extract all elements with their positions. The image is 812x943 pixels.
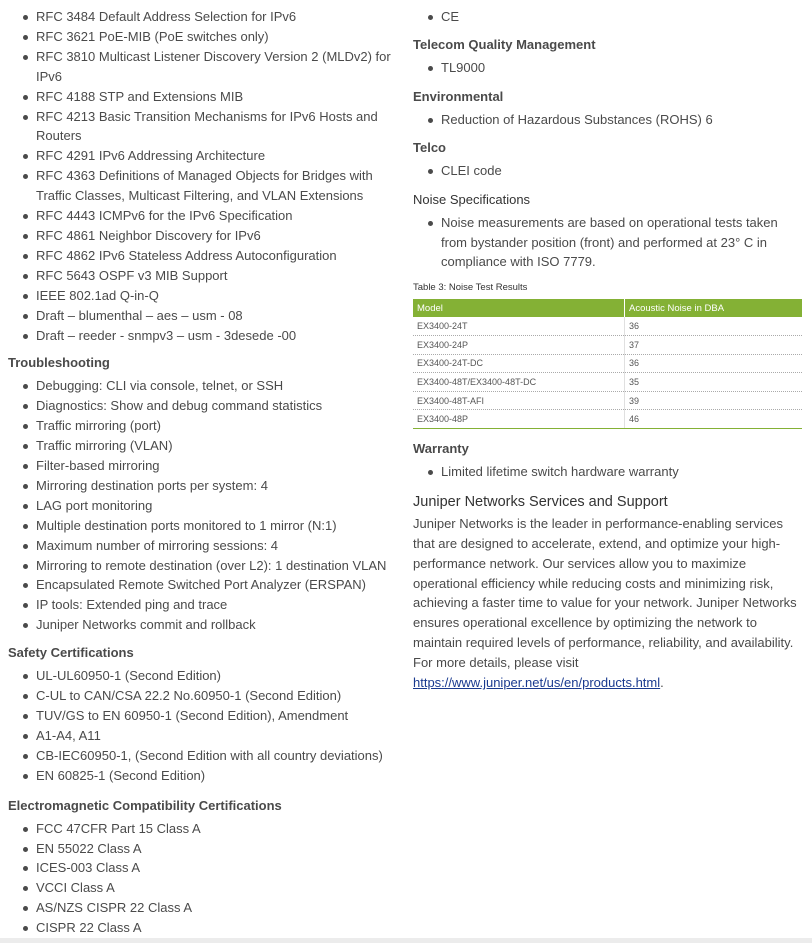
list-item: Noise measurements are based on operational tests taken from bystander position (front) and performed at 23° C in compliance with ISO 7779.	[413, 213, 805, 273]
cell-noise: 37	[625, 335, 803, 354]
list-item: C-UL to CAN/CSA 22.2 No.60950-1 (Second Edition)	[8, 686, 400, 706]
services-paragraph	[413, 514, 805, 693]
list-item: AS/NZS CISPR 22 Class A	[8, 898, 400, 918]
list-item: LAG port monitoring	[8, 496, 400, 516]
cell-model: EX3400-24T	[413, 317, 625, 335]
list-item: EN 60825-1 (Second Edition)	[8, 766, 400, 786]
left-column	[8, 0, 400, 938]
warranty-heading: Warranty	[413, 440, 469, 456]
list-item: TUV/GS to EN 60950-1 (Second Edition), Amendment	[8, 706, 400, 726]
list-item: Limited lifetime switch hardware warranty	[413, 462, 805, 482]
list-item: Reduction of Hazardous Substances (ROHS) 6	[413, 110, 805, 130]
list-item: FCC 47CFR Part 15 Class A	[8, 819, 400, 839]
list-item: A1-A4, A11	[8, 726, 400, 746]
table-header-row	[413, 299, 802, 317]
warranty-list	[413, 462, 805, 482]
list-item: UL-UL60950-1 (Second Edition)	[8, 666, 400, 686]
list-item: RFC 4862 IPv6 Stateless Address Autoconfiguration	[8, 246, 400, 266]
list-item: Draft – blumenthal – aes – usm - 08	[8, 306, 400, 326]
list-item: RFC 4363 Definitions of Managed Objects for Bridges with Traffic Classes, Multicast Filtering, and VLAN Extensions	[8, 166, 400, 206]
table-row	[413, 335, 802, 354]
list-item: Multiple destination ports monitored to 1 mirror (N:1)	[8, 516, 400, 536]
cell-noise: 46	[625, 410, 803, 429]
telco-list	[413, 161, 805, 181]
list-item: RFC 4443 ICMPv6 for the IPv6 Specification	[8, 206, 400, 226]
list-item: RFC 4188 STP and Extensions MIB	[8, 87, 400, 107]
safety-list	[8, 666, 400, 785]
list-item: CISPR 22 Class A	[8, 918, 400, 938]
cell-model: EX3400-48P	[413, 410, 625, 429]
list-item: Filter-based mirroring	[8, 456, 400, 476]
emc-heading: Electromagnetic Compatibility Certifications	[8, 797, 282, 813]
services-heading: Juniper Networks Services and Support	[413, 493, 668, 510]
cell-noise: 35	[625, 373, 803, 392]
list-item: RFC 4291 IPv6 Addressing Architecture	[8, 146, 400, 166]
list-item: VCCI Class A	[8, 878, 400, 898]
environmental-heading: Environmental	[413, 88, 504, 104]
table-row	[413, 317, 802, 335]
cell-model: EX3400-48T-AFI	[413, 391, 625, 410]
list-item: Draft – reeder - snmpv3 – usm - 3desede -00	[8, 326, 400, 346]
table-row	[413, 373, 802, 392]
column-header-model: Model	[413, 299, 625, 317]
cell-model: EX3400-24P	[413, 335, 625, 354]
table-row	[413, 391, 802, 410]
list-item: RFC 3621 PoE-MIB (PoE switches only)	[8, 27, 400, 47]
noise-heading: Noise Specifications	[413, 191, 531, 207]
products-link[interactable]: https://www.juniper.net/us/en/products.html	[413, 675, 661, 691]
emc-list	[8, 819, 400, 938]
list-item: RFC 4861 Neighbor Discovery for IPv6	[8, 226, 400, 246]
list-item: Debugging: CLI via console, telnet, or SSH	[8, 376, 400, 396]
troubleshooting-heading: Troubleshooting	[8, 355, 110, 371]
list-item: Mirroring destination ports per system: 4	[8, 476, 400, 496]
list-item: ICES-003 Class A	[8, 858, 400, 878]
telecom-heading: Telecom Quality Management	[413, 36, 596, 52]
cell-model: EX3400-48T/EX3400-48T-DC	[413, 373, 625, 392]
table-caption: Table 3: Noise Test Results	[413, 282, 528, 294]
bottom-scroll-edge	[0, 938, 812, 943]
list-item: Traffic mirroring (VLAN)	[8, 436, 400, 456]
list-item: CLEI code	[413, 161, 805, 181]
list-item: Diagnostics: Show and debug command statistics	[8, 396, 400, 416]
list-item: Mirroring to remote destination (over L2): 1 destination VLAN	[8, 556, 400, 576]
link-suffix: .	[660, 675, 664, 691]
cell-noise: 36	[625, 354, 803, 373]
rfc-list	[8, 7, 400, 345]
list-item: Maximum number of mirroring sessions: 4	[8, 536, 400, 556]
noise-list	[413, 213, 805, 273]
telco-heading: Telco	[413, 139, 446, 155]
noise-table	[413, 299, 802, 429]
list-item: CE	[413, 7, 805, 27]
list-item: TL9000	[413, 58, 805, 78]
list-item: RFC 4213 Basic Transition Mechanisms for IPv6 Hosts and Routers	[8, 107, 400, 147]
troubleshooting-list	[8, 376, 400, 635]
column-header-noise: Acoustic Noise in DBA	[625, 299, 803, 317]
services-text: Juniper Networks is the leader in performance-enabling services that are designed to accelerate, extend, and optimize your high-performance network. Our services allow you to maximize operational efficiency while reducing costs and minimizing risk, achieving a faster time to value for your network. Juniper Networks ensures operational excellence by optimizing the network to maintain required levels of performance, reliability, and availability. For more details, please visit	[413, 515, 797, 671]
cell-model: EX3400-24T-DC	[413, 354, 625, 373]
list-item: RFC 3810 Multicast Listener Discovery Version 2 (MLDv2) for IPv6	[8, 47, 400, 87]
cell-noise: 39	[625, 391, 803, 410]
list-item: IP tools: Extended ping and trace	[8, 595, 400, 615]
list-item: RFC 5643 OSPF v3 MIB Support	[8, 266, 400, 286]
table-row	[413, 354, 802, 373]
cell-noise: 36	[625, 317, 803, 335]
list-item: Encapsulated Remote Switched Port Analyzer (ERSPAN)	[8, 575, 400, 595]
telecom-list	[413, 58, 805, 78]
environmental-list	[413, 110, 805, 130]
table-row	[413, 410, 802, 429]
ce-list	[413, 7, 805, 27]
list-item: CB-IEC60950-1, (Second Edition with all country deviations)	[8, 746, 400, 766]
list-item: EN 55022 Class A	[8, 839, 400, 859]
list-item: Traffic mirroring (port)	[8, 416, 400, 436]
safety-heading: Safety Certifications	[8, 645, 134, 661]
list-item: IEEE 802.1ad Q-in-Q	[8, 286, 400, 306]
list-item: Juniper Networks commit and rollback	[8, 615, 400, 635]
list-item: RFC 3484 Default Address Selection for IPv6	[8, 7, 400, 27]
right-column	[413, 0, 805, 693]
